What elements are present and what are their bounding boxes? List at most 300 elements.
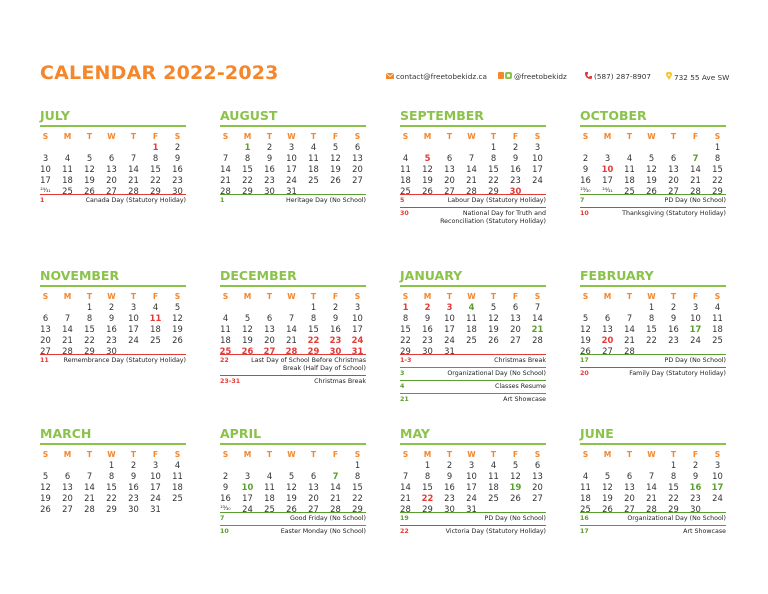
day-cell: 6	[670, 153, 677, 163]
day-cell: 15	[400, 324, 411, 334]
weekday-header-row	[40, 291, 186, 302]
day-cell: 27	[308, 504, 319, 514]
day-cell: 27	[510, 335, 521, 345]
day-cell: 14	[286, 324, 297, 334]
weekday-header: F	[152, 292, 159, 301]
day-cell: 15	[242, 164, 253, 174]
day-cell: 3	[534, 142, 541, 152]
day-cell: 15	[308, 324, 319, 334]
week-row	[220, 313, 366, 324]
week-row	[220, 302, 366, 313]
event-text: Christmas Break	[494, 357, 546, 364]
day-cell: 3	[152, 460, 159, 470]
day-cell: 23	[106, 335, 117, 345]
week-row	[40, 302, 186, 313]
day-cell: 3	[42, 153, 49, 163]
month-divider	[580, 125, 726, 127]
day-cell: 29	[242, 186, 253, 196]
weekday-header: F	[692, 132, 699, 141]
weekday-header: F	[692, 292, 699, 301]
event-date: 10	[580, 210, 589, 217]
day-cell: 9	[174, 153, 181, 163]
weekday-header: T	[310, 450, 317, 459]
day-cell: 6	[604, 313, 611, 323]
day-cell: 20	[624, 493, 635, 503]
day-cell: 3	[244, 471, 251, 481]
weekday-header: F	[152, 132, 159, 141]
day-cell: 3	[714, 460, 721, 470]
day-cell: 18	[308, 164, 319, 174]
weekday-header: W	[287, 450, 296, 459]
day-cell: 3	[468, 460, 475, 470]
weekday-header: F	[692, 450, 699, 459]
event-item	[580, 367, 726, 378]
day-cell: 6	[534, 460, 541, 470]
week-row	[580, 335, 726, 346]
day-cell: 8	[354, 471, 361, 481]
day-cell: 14	[84, 482, 95, 492]
day-cell: 13	[668, 164, 679, 174]
event-text: Organizational Day (No School)	[447, 370, 546, 377]
week-row	[40, 324, 186, 335]
event-date: 20	[580, 370, 589, 377]
day-cell: 12	[172, 313, 183, 323]
day-cell: 21	[220, 175, 231, 185]
day-cell: 8	[714, 153, 721, 163]
day-cell: 21	[690, 175, 701, 185]
month-name: SEPTEMBER	[400, 108, 484, 123]
day-cell: 24	[712, 493, 723, 503]
event-date: 30	[400, 210, 409, 217]
event-date: 22	[220, 357, 229, 364]
weekday-header: W	[467, 450, 476, 459]
weekday-header: T	[670, 292, 677, 301]
day-cell: 20	[532, 482, 543, 492]
day-cell: 25	[400, 186, 411, 196]
weekday-header: S	[42, 132, 49, 141]
day-cell: 23	[422, 335, 433, 345]
day-cell: 8	[310, 313, 317, 323]
day-cell: 4	[266, 471, 273, 481]
day-cell: 4	[468, 302, 475, 312]
event-text: PD Day (No School)	[484, 515, 546, 522]
weekday-header: W	[647, 450, 656, 459]
weekday-header: T	[490, 132, 497, 141]
month-divider	[40, 125, 186, 127]
day-cell: 18	[466, 324, 477, 334]
event-text: National Day for Truth and Reconciliation (Statutory Holiday)	[440, 210, 546, 225]
day-cell: 2	[174, 142, 181, 152]
day-cell: 6	[266, 313, 273, 323]
week-row	[400, 460, 546, 471]
day-cell: 25	[712, 335, 723, 345]
month-divider	[220, 443, 366, 445]
day-cell: 11	[624, 164, 635, 174]
day-cell: 29	[668, 504, 679, 514]
day-cell: 15	[422, 482, 433, 492]
day-cell: 1	[648, 302, 655, 312]
day-cell: 13	[62, 482, 73, 492]
event-date: 1	[220, 197, 225, 204]
day-cell: 17	[466, 482, 477, 492]
day-cell: 8	[244, 153, 251, 163]
day-cell: 25	[150, 335, 161, 345]
day-cell: 30	[509, 186, 522, 196]
event-item	[580, 354, 726, 365]
day-cell: 11	[308, 153, 319, 163]
day-cell: 31	[466, 504, 477, 514]
day-cell: 25	[62, 186, 73, 196]
day-cell: 7	[64, 313, 71, 323]
day-cell: 25	[264, 504, 275, 514]
event-text: Family Day (Statutory Holiday)	[629, 370, 726, 377]
day-cell: 17	[711, 482, 724, 492]
day-cell: 15	[106, 482, 117, 492]
event-list	[580, 512, 726, 538]
weekday-header: S	[402, 132, 409, 141]
month-grid	[220, 449, 366, 515]
day-cell: 4	[490, 460, 497, 470]
day-cell: 18	[712, 324, 723, 334]
day-cell: 19	[422, 175, 433, 185]
day-cell: 19	[509, 482, 522, 492]
day-cell: 27	[444, 186, 455, 196]
day-cell: 27	[602, 346, 613, 356]
day-cell: 27	[40, 346, 51, 356]
day-cell: 9	[108, 313, 115, 323]
event-date: 11	[40, 357, 49, 364]
week-row	[580, 142, 726, 153]
weekday-header: T	[86, 292, 93, 301]
day-cell: 27	[263, 346, 276, 356]
weekday-header: M	[423, 450, 432, 459]
day-cell: 13	[602, 324, 613, 334]
day-cell: 7	[648, 471, 655, 481]
week-row	[220, 335, 366, 346]
day-cell: 20	[352, 164, 363, 174]
day-cell: ²⁴⁄₃₁	[40, 188, 51, 194]
day-cell: 4	[402, 153, 409, 163]
week-row	[400, 153, 546, 164]
day-cell: 6	[354, 142, 361, 152]
day-cell: 15	[352, 482, 363, 492]
day-cell: 30	[444, 504, 455, 514]
day-cell: 14	[400, 482, 411, 492]
contact-social[interactable]	[498, 72, 567, 81]
day-cell: 31	[444, 346, 455, 356]
event-text: PD Day (No School)	[664, 197, 726, 204]
day-cell: 16	[264, 164, 275, 174]
weekday-header: M	[603, 292, 612, 301]
day-cell: 31	[286, 186, 297, 196]
event-date: 1	[40, 197, 45, 204]
day-cell: 9	[670, 313, 677, 323]
day-cell: 6	[42, 313, 49, 323]
day-cell: 17	[602, 175, 613, 185]
day-cell: 20	[106, 175, 117, 185]
day-cell: 6	[108, 153, 115, 163]
day-cell: ²⁴⁄₃₁	[602, 188, 613, 194]
day-cell: 4	[152, 302, 159, 312]
event-date: 5	[400, 197, 405, 204]
day-cell: 13	[624, 482, 635, 492]
event-item	[580, 194, 726, 205]
week-row	[580, 493, 726, 504]
weekday-header: T	[130, 292, 137, 301]
event-date: 7	[220, 515, 225, 522]
day-cell: 26	[241, 346, 254, 356]
weekday-header: W	[647, 132, 656, 141]
weekday-header-row	[40, 131, 186, 142]
day-cell: 21	[466, 175, 477, 185]
event-date: 19	[400, 515, 409, 522]
day-cell: 29	[84, 346, 95, 356]
event-text: Easter Monday (No School)	[280, 528, 366, 535]
month-grid	[40, 449, 186, 515]
month-name: AUGUST	[220, 108, 278, 123]
event-item	[220, 512, 366, 523]
day-cell: 25	[308, 175, 319, 185]
weekday-header-row	[400, 131, 546, 142]
event-item	[220, 354, 366, 373]
event-date: 7	[580, 197, 585, 204]
day-cell: 10	[601, 164, 614, 174]
weekday-header: S	[402, 292, 409, 301]
day-cell: 9	[692, 471, 699, 481]
day-cell: 20	[510, 324, 521, 334]
day-cell: 14	[466, 164, 477, 174]
day-cell: 2	[266, 142, 273, 152]
day-cell: 16	[689, 482, 702, 492]
day-cell: 5	[512, 460, 519, 470]
day-cell: 27	[624, 504, 635, 514]
weekday-header: S	[534, 450, 541, 459]
day-cell: 2	[692, 460, 699, 470]
day-cell: 31	[351, 346, 364, 356]
day-cell: 16	[580, 175, 591, 185]
month-divider	[220, 125, 366, 127]
event-date: 23-31	[220, 378, 241, 385]
month-grid	[580, 131, 726, 197]
day-cell: 9	[424, 313, 431, 323]
day-cell: 14	[220, 164, 231, 174]
contact-address-text: 732 55 Ave SW	[674, 72, 730, 82]
day-cell: 14	[330, 482, 341, 492]
day-cell: 28	[84, 504, 95, 514]
event-item	[400, 354, 546, 365]
day-cell: 20	[601, 335, 614, 345]
weekday-header: F	[332, 292, 339, 301]
day-cell: 10	[241, 482, 254, 492]
day-cell: 1	[424, 460, 431, 470]
month-name: NOVEMBER	[40, 268, 120, 283]
day-cell: 26	[330, 175, 341, 185]
week-row	[400, 493, 546, 504]
weekday-header: W	[287, 132, 296, 141]
day-cell: 3	[446, 302, 453, 312]
day-cell: 26	[422, 186, 433, 196]
weekday-header-row	[580, 449, 726, 460]
day-cell: 24	[444, 335, 455, 345]
day-cell: 25	[219, 346, 232, 356]
event-list	[580, 354, 726, 380]
day-cell: 30	[264, 186, 275, 196]
day-cell: 27	[352, 175, 363, 185]
day-cell: 1	[714, 142, 721, 152]
weekday-header-row	[400, 449, 546, 460]
event-date: 17	[580, 528, 589, 535]
day-cell: 8	[152, 153, 159, 163]
weekday-header: S	[42, 450, 49, 459]
day-cell: 12	[242, 324, 253, 334]
day-cell: 11	[580, 482, 591, 492]
week-row	[220, 324, 366, 335]
month-name: MAY	[400, 426, 430, 441]
event-list	[220, 354, 366, 388]
month-divider	[580, 285, 726, 287]
day-cell: 4	[626, 153, 633, 163]
day-cell: 16	[106, 324, 117, 334]
weekday-header: S	[222, 292, 229, 301]
week-row	[400, 175, 546, 186]
day-cell: 13	[40, 324, 51, 334]
day-cell: 22	[488, 175, 499, 185]
day-cell: 22	[242, 175, 253, 185]
event-item	[580, 512, 726, 523]
event-text: Remembrance Day (Statutory Holiday)	[63, 357, 186, 364]
weekday-header: S	[174, 292, 181, 301]
day-cell: 16	[128, 482, 139, 492]
day-cell: 2	[446, 460, 453, 470]
event-text: Art Showcase	[683, 528, 726, 535]
weekday-header: W	[287, 292, 296, 301]
week-row	[220, 153, 366, 164]
day-cell: 21	[400, 493, 411, 503]
event-text: Good Friday (No School)	[289, 515, 366, 522]
day-cell: 26	[84, 186, 95, 196]
day-cell: 8	[490, 153, 497, 163]
day-cell: 12	[646, 164, 657, 174]
event-item	[400, 367, 546, 378]
event-item	[400, 194, 546, 205]
day-cell: 1	[86, 302, 93, 312]
month-grid	[400, 449, 546, 515]
day-cell: 5	[174, 302, 181, 312]
day-cell: 28	[400, 504, 411, 514]
contact-address[interactable]	[666, 72, 729, 82]
day-cell: 25	[580, 504, 591, 514]
day-cell: 28	[624, 346, 635, 356]
day-cell: 15	[646, 324, 657, 334]
day-cell: 6	[64, 471, 71, 481]
day-cell: 11	[264, 482, 275, 492]
week-row	[400, 302, 546, 313]
day-cell: 24	[351, 335, 364, 345]
day-cell: 20	[62, 493, 73, 503]
week-row	[400, 482, 546, 493]
day-cell: 12	[330, 153, 341, 163]
day-cell: 30	[329, 346, 342, 356]
month-divider	[400, 125, 546, 127]
day-cell: 7	[626, 313, 633, 323]
day-cell: 16	[422, 324, 433, 334]
day-cell: 25	[624, 186, 635, 196]
weekday-header: F	[512, 132, 519, 141]
day-cell: 9	[446, 471, 453, 481]
day-cell: 8	[670, 471, 677, 481]
day-cell: 24	[286, 175, 297, 185]
day-cell: 17	[286, 164, 297, 174]
day-cell: 8	[402, 313, 409, 323]
day-cell: 6	[626, 471, 633, 481]
day-cell: 21	[84, 493, 95, 503]
day-cell: 3	[692, 302, 699, 312]
day-cell: 14	[624, 324, 635, 334]
day-cell: 5	[604, 471, 611, 481]
day-cell: 7	[86, 471, 93, 481]
contact-phone[interactable]	[585, 72, 651, 81]
day-cell: 13	[532, 471, 543, 481]
weekday-header: T	[130, 132, 137, 141]
day-cell: 24	[128, 335, 139, 345]
week-row	[220, 471, 366, 482]
day-cell: 5	[42, 471, 49, 481]
event-date: 17	[580, 357, 589, 364]
event-item	[40, 354, 186, 365]
day-cell: 5	[424, 153, 431, 163]
day-cell: 3	[354, 302, 361, 312]
day-cell: 22	[352, 493, 363, 503]
day-cell: 5	[288, 471, 295, 481]
weekday-header: M	[243, 450, 252, 459]
day-cell: 5	[582, 313, 589, 323]
day-cell: 1	[152, 142, 159, 152]
day-cell: 22	[106, 493, 117, 503]
week-row	[40, 460, 186, 471]
day-cell: 26	[646, 186, 657, 196]
month-divider	[400, 443, 546, 445]
day-cell: 15	[712, 164, 723, 174]
weekday-header-row	[220, 449, 366, 460]
weekday-header: W	[647, 292, 656, 301]
weekday-header: M	[603, 132, 612, 141]
day-cell: 23	[444, 493, 455, 503]
day-cell: 28	[690, 186, 701, 196]
week-row	[580, 471, 726, 482]
week-row	[580, 175, 726, 186]
day-cell: ²³⁄₃₀	[220, 506, 231, 512]
day-cell: 29	[400, 346, 411, 356]
contact-phone-text: (587) 287-8907	[594, 72, 652, 81]
day-cell: 19	[172, 324, 183, 334]
day-cell: 26	[488, 335, 499, 345]
day-cell: 2	[512, 142, 519, 152]
day-cell: 15	[488, 164, 499, 174]
day-cell: 7	[288, 313, 295, 323]
day-cell: 13	[444, 164, 455, 174]
day-cell: 8	[648, 313, 655, 323]
day-cell: 5	[332, 142, 339, 152]
event-item	[220, 194, 366, 205]
day-cell: 21	[286, 335, 297, 345]
weekday-header: T	[86, 132, 93, 141]
contact-email[interactable]	[386, 72, 487, 81]
event-list	[400, 512, 546, 538]
day-cell: 13	[106, 164, 117, 174]
weekday-header: M	[243, 292, 252, 301]
day-cell: 17	[128, 324, 139, 334]
day-cell: 28	[220, 186, 231, 196]
